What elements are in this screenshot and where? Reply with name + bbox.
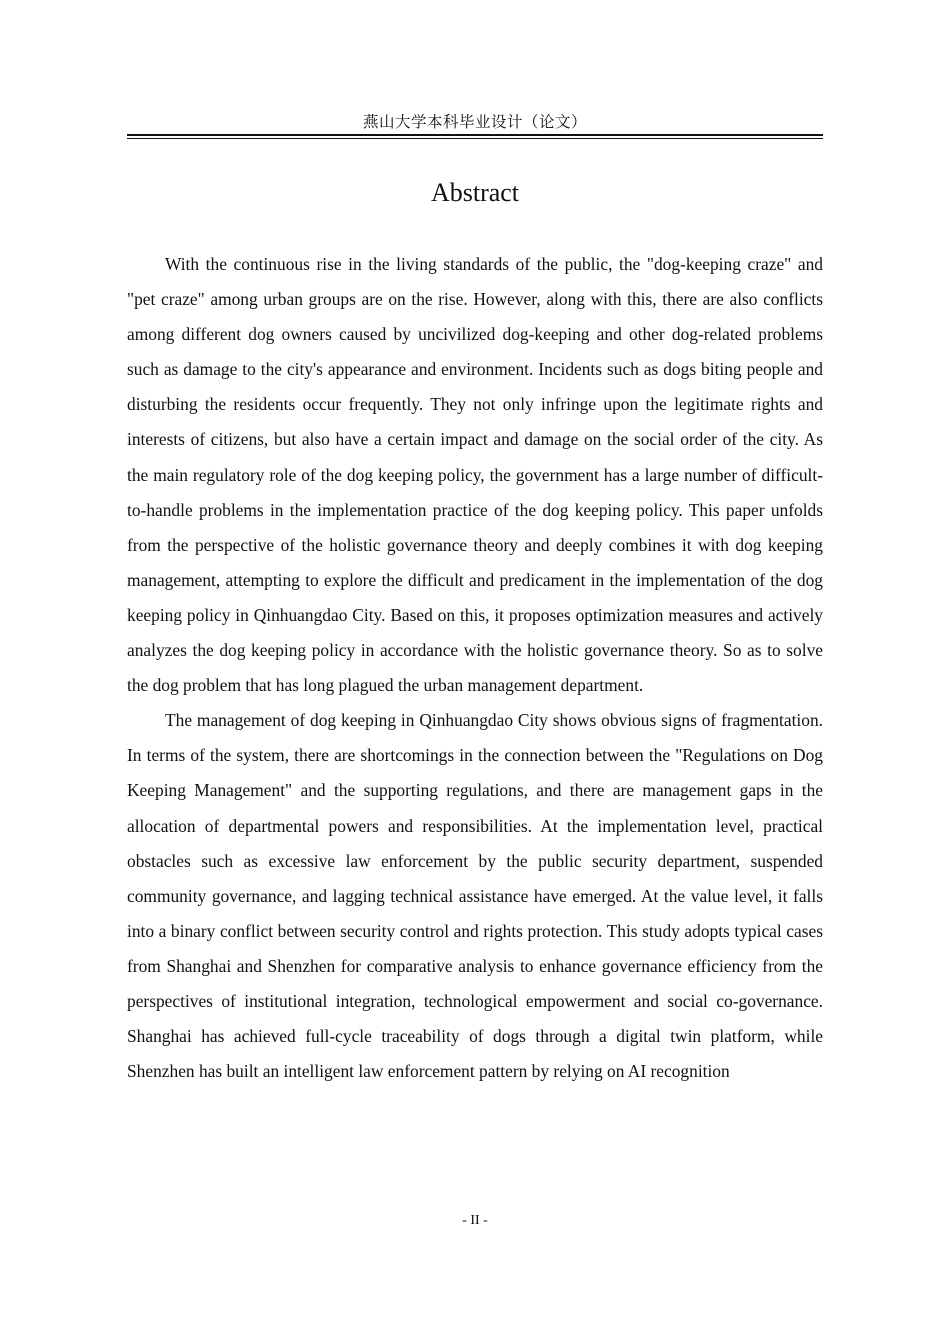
- abstract-paragraph-2: The management of dog keeping in Qinhuangdao City shows obvious signs of fragmentation. In terms of the system, there are shortcomings in the connection between the "Regulations on Dog Keeping Management" and the supporting regulations, and there are management gaps in the allocation of departmental powers and responsibilities. At the implementation level, practical obstacles such as excessive law enforcement by the public security department, suspended community governance, and lagging technical assistance have emerged. At the value level, it falls into a binary conflict between security control and rights protection. This study adopts typical cases from Shanghai and Shenzhen for comparative analysis to enhance governance efficiency from the perspectives of institutional integration, technological empowerment and social co-governance. Shanghai has achieved full-cycle traceability of dogs through a digital twin platform, while Shenzhen has built an intelligent law enforcement pattern by relying on AI recognition: [127, 710, 823, 1082]
- running-header: 燕山大学本科毕业设计（论文）: [362, 114, 587, 131]
- abstract-body: [127, 247, 823, 1089]
- page-number: - II -: [462, 1213, 488, 1228]
- header-rule-thick: [127, 134, 823, 136]
- header-rule-thin: [127, 138, 823, 139]
- abstract-heading: Abstract: [430, 178, 520, 207]
- abstract-paragraph-1: With the continuous rise in the living standards of the public, the "dog-keeping craze" and "pet craze" among urban groups are on the rise. However, along with this, there are also conflicts among different dog owners caused by uncivilized dog-keeping and other dog-related problems such as damage to the city's appearance and environment. Incidents such as dogs biting people and disturbing the residents occur frequently. They not only infringe upon the legitimate rights and interests of citizens, but also have a certain impact and damage on the social order of the city. As the main regulatory role of the dog keeping policy, the government has a large number of difficult-to-handle problems in the implementation practice of the dog keeping policy. This paper unfolds from the perspective of the holistic governance theory and deeply combines it with dog keeping management, attempting to explore the difficult and predicament in the implementation of the dog keeping policy in Qinhuangdao City. Based on this, it proposes optimization measures and actively analyzes the dog keeping policy in accordance with the holistic governance theory. So as to solve the dog problem that has long plagued the urban management department.: [127, 254, 823, 696]
